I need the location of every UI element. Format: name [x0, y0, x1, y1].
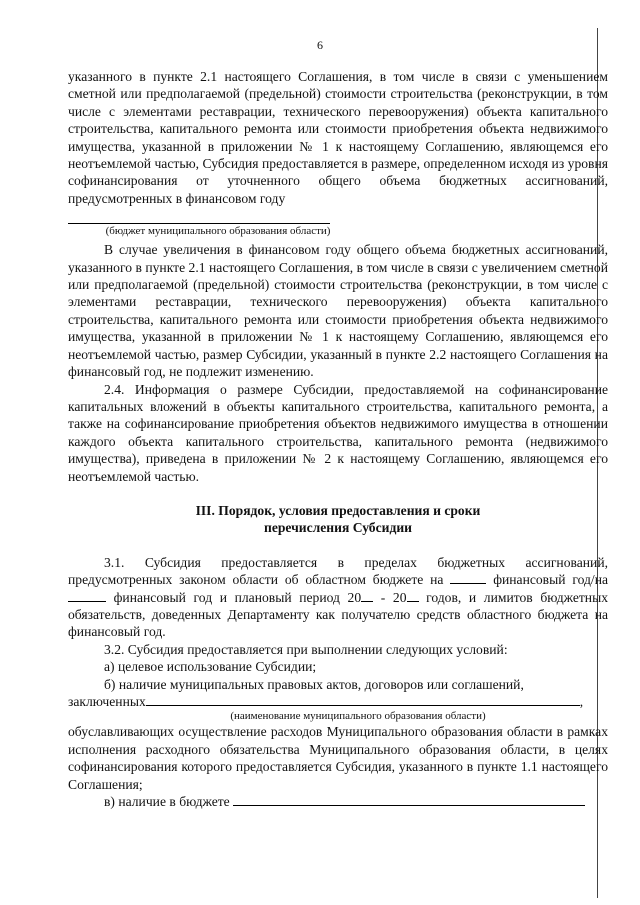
- p31-text-a: 3.1. Субсидия предоставляется в пределах бюджетных ассигнований, предусмотренных законом области об областном бюджете на: [68, 554, 608, 588]
- item-a: а) целевое использование Субсидии;: [104, 659, 317, 675]
- caption-municipal-budget: (бюджет муниципального образования области): [105, 225, 331, 238]
- fill-year-4: [407, 589, 419, 602]
- paragraph-cofinancing-increase: В случае увеличения в финансовом году общего объема бюджетных ассигнований, указанного в пункте 2.1 настоящего Соглашения, в том числе в связи с увеличением сметной или предполагаемой (предельной) стоимости строительства (реконструкции, в том числе с элементами реставрации, технического перевооружения) объекта капитального строительства, капитального ремонта или стоимости приобретения объекта недвижимого имущества, указанной в приложении № 1 к настоящему Соглашению, являющемся его неотъемлемой частью, размер Субсидии, указанный в пункте 2.2 настоящего Соглашения на финансовый год, не подлежит изменению.: [68, 242, 608, 380]
- section-heading-3: [68, 502, 608, 537]
- fill-budget-name: [233, 793, 585, 806]
- fill-municipality-name: [146, 693, 580, 706]
- item-b-comma: ,: [579, 694, 584, 709]
- paragraph-3-1: [68, 554, 608, 641]
- budget-blank-line: [68, 209, 330, 224]
- item-v: [68, 793, 608, 810]
- paragraph-3-2: 3.2. Субсидия предоставляется при выполнении следующих условий:: [104, 641, 508, 657]
- heading-line-2: перечисления Субсидии: [263, 520, 413, 536]
- page-number: 6: [317, 38, 323, 52]
- p31-text-e: годов, и лимитов бюджетных обязательств, доведенных Департаменту как получателю средств областного бюджета на финансовый год.: [68, 589, 609, 640]
- paragraph-obligations: обуславливающих осуществление расходов Муниципального образования области в рамках исполнения расходного обязательства Муниципального образования области, в целях софинансирования которого предоставляется Субсидия, указанного в пункте 1.1 настоящего Соглашения;: [68, 724, 608, 792]
- fill-year-2: [68, 589, 106, 602]
- caption-municipality-name: (наименование муниципального образования области): [230, 710, 486, 723]
- item-v-text: в) наличие в бюджете: [104, 794, 230, 810]
- heading-line-1: III. Порядок, условия предоставления и сроки: [195, 502, 481, 518]
- document-body: [68, 68, 608, 810]
- p31-text-d: - 20: [380, 589, 407, 605]
- p31-text-c: финансовый год и плановый период 20: [113, 589, 362, 605]
- paragraph-2-4: 2.4. Информация о размере Субсидии, предоставляемой на софинансирование капитальных вложений в объекты капитального строительства, капитального ремонта, а также на софинансирование приобретения объектов недвижимого имущества в отношении каждого объекта капитального строительства, капитального ремонта (недвижимого имущества), приведена в приложении № 2 к настоящему Соглашению, являющемся его неотъемлемой частью.: [68, 381, 608, 484]
- paragraph-cofinancing-reduction: указанного в пункте 2.1 настоящего Соглашения, в том числе в связи с уменьшением сметной или предполагаемой (предельной) стоимости строительства (реконструкции, в том числе с элементами реставрации, технического перевооружения) объекта капитального строительства, капитального ремонта или стоимости приобретения объекта недвижимого имущества, указанной в приложении № 1 к настоящему Соглашению, являющемся его неотъемлемой частью, Субсидия предоставляется в размере, определенном исходя из уровня софинансирования от уточненного общего объема бюджетных ассигнований, предусмотренных в финансовом году: [68, 69, 608, 206]
- fill-year-3: [361, 589, 373, 602]
- fill-year-1: [450, 571, 486, 584]
- item-b-continuation: [68, 693, 608, 710]
- p31-text-b: финансовый год/на: [493, 572, 608, 588]
- item-b-cont-text: заключенных: [68, 694, 146, 709]
- item-b: б) наличие муниципальных правовых актов, договоров или соглашений,: [104, 676, 524, 692]
